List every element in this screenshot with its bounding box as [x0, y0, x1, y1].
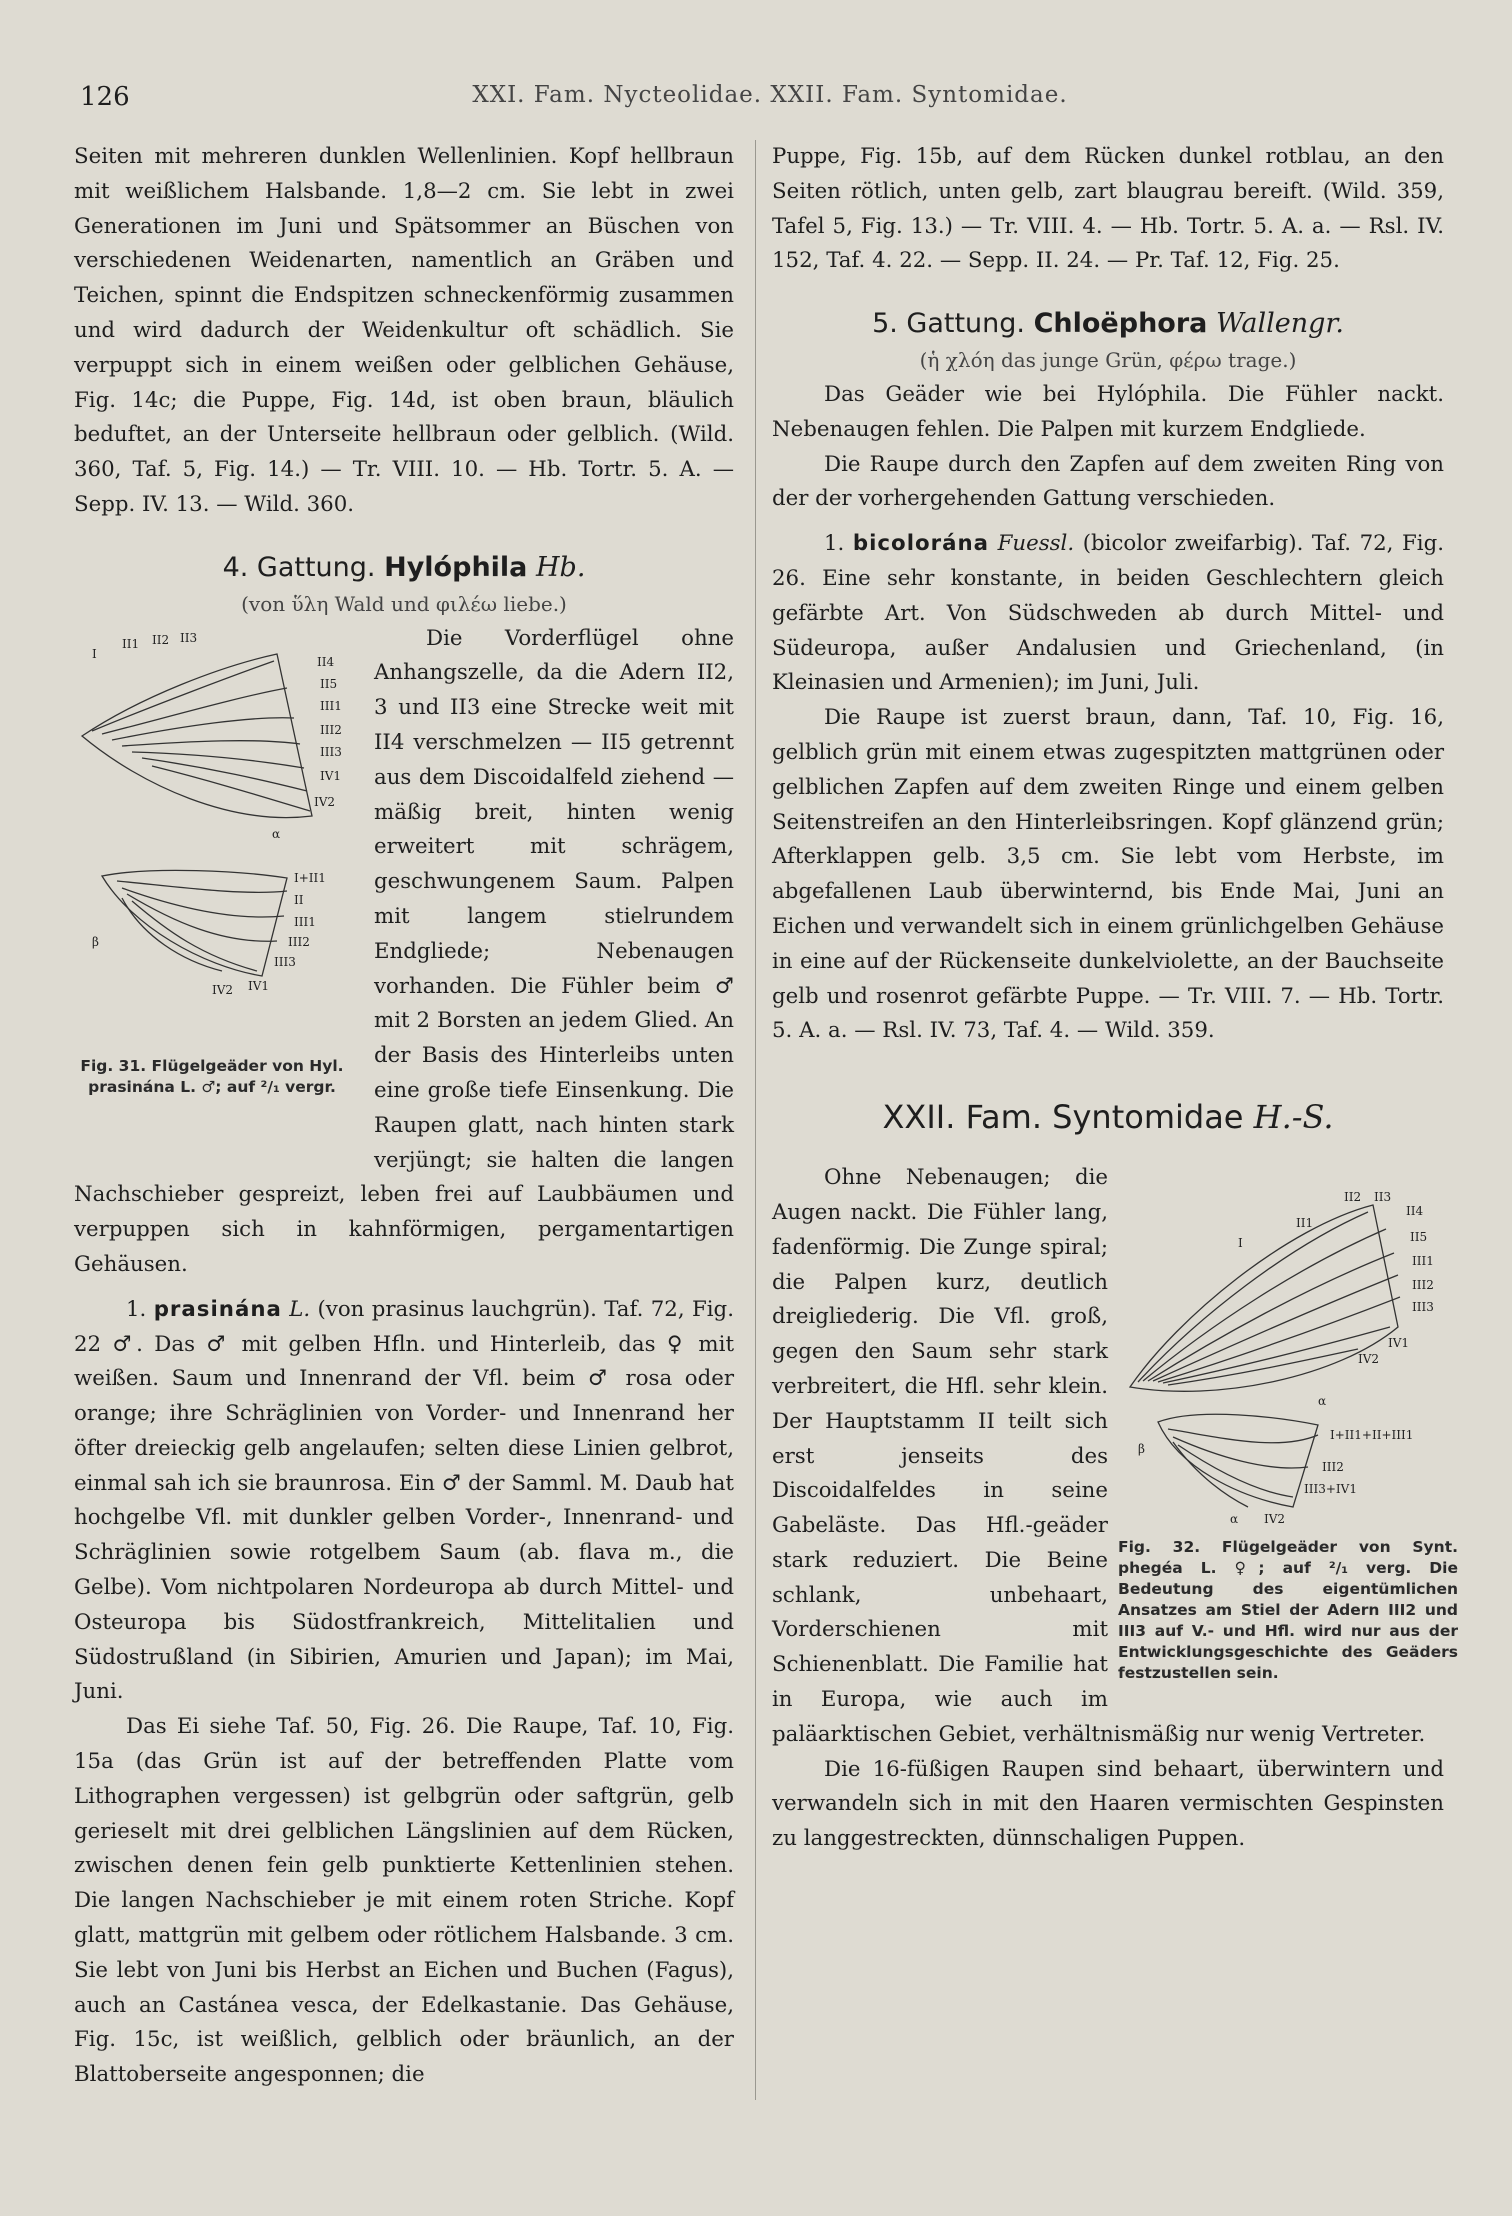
vein-label: III3 — [274, 954, 296, 969]
vein-label: IV2 — [212, 982, 234, 997]
genus-heading-hylophila — [74, 549, 734, 587]
genus-author: Wallengr. — [1215, 308, 1344, 340]
vein-label: IV2 — [314, 794, 336, 809]
vein-label: α — [1318, 1394, 1327, 1409]
vein-label: II4 — [317, 654, 335, 669]
genus-author: Hb. — [535, 551, 586, 583]
genus-name: Chloëphora — [1033, 308, 1208, 340]
paragraph-family-description: Ohne Nebenaugen; die Augen nackt. Die Fühler lang, fadenförmig. Die Zunge spiral; die Palpen kurz, deutlich dreigliederig. Die Vfl. groß, gegen den Saum sehr stark verbreitert, die Hfl. sehr klein. Der Hauptstamm II teilt sich erst jenseits des Discoidalfeldes in seine Gabeläste. Das Hfl.-geäder stark reduziert. Die Beine schlank, unbehaart, Vorderschienen mit Schienenblatt. Die Familie hat in Europa, wie auch im paläarktischen Gebiet, verhältnismäßig nur wenig Vertreter. — [772, 1165, 1426, 1747]
vein-label: II3 — [1374, 1190, 1392, 1205]
vein-label: IV1 — [1388, 1336, 1410, 1351]
right-column — [772, 140, 1458, 1857]
species-name: bicolorána — [852, 531, 990, 557]
vein-label: III2 — [1412, 1278, 1434, 1293]
wing-venation-diagram — [62, 626, 362, 1056]
figure-31 — [62, 626, 362, 1146]
vein-label: β — [92, 934, 99, 949]
figure-31-caption: Fig. 31. Flügelgeäder von Hyl. prasinána L. ♂; auf ²/₁ vergr. — [80, 1056, 344, 1096]
species-name: prasinána — [153, 1296, 282, 1322]
species-entry-bicolorana — [772, 527, 1444, 701]
vein-label: β — [1138, 1442, 1145, 1457]
vein-label: I+II1 — [294, 870, 326, 885]
species-author: L. — [289, 1296, 311, 1322]
page-header — [80, 82, 1460, 122]
figure-32 — [1118, 1167, 1458, 1707]
vein-label: IV1 — [320, 768, 342, 783]
vein-label: IV1 — [248, 978, 270, 993]
vein-label: III1 — [1412, 1254, 1434, 1269]
vein-label: II1 — [1296, 1216, 1314, 1231]
genus-heading-chloephora — [772, 305, 1444, 343]
vein-label: α — [1230, 1512, 1239, 1527]
genus-etymology: (ἡ χλόη das junge Grün, φέρω trage.) — [919, 348, 1297, 373]
paragraph-genus-description: Die Vorderflügel ohne Anhangszelle, da die Adern II2, 3 und II3 eine Strecke weit mit II4 verschmelzen — II5 getrennt aus dem Discoidalfeld ziehend — mäßig breit, hinten wenig erweitert mit schrägem, geschwungenem Saum. Palpen mit langem stielrundem Endgliede; Nebenaugen vorhanden. Die Fühler beim ♂ mit 2 Borsten an jedem Glied. An der Basis des Hinterleibs unten eine große tiefe Einsenkung. Die Raupen glatt, nach hinten stark verjüngt; sie halten die langen Nachschieber gespreizt, leben frei auf Laubbäumen und verpuppen sich in kahnförmigen, pergamentartigen Gehäusen. — [74, 625, 734, 1277]
vein-label: I — [92, 646, 97, 661]
vein-label: III1 — [320, 698, 342, 713]
paragraph-egg-larva: Das Ei siehe Taf. 50, Fig. 26. Die Raupe, Taf. 10, Fig. 15a (das Grün ist auf der betreffenden Platte vom Lithographen vergessen) ist gelbgrün oder saftgrün, gelb gerieselt mit drei gelblichen Längslinien auf dem Rücken, zwischen denen fein gelb punktierte Kettenlinien stehen. Die langen Nachschieber je mit einem roten Striche. Kopf glatt, mattgrün mit gelbem oder rötlichem Halsbande. 3 cm. Sie lebt von Juni bis Herbst an Eichen und Buchen (Fagus), auch an Castánea vesca, der Edelkastanie. Das Gehäuse, Fig. 15c, ist weißlich, gelblich oder bräunlich, an der Blattoberseite angesponnen; die — [74, 1714, 734, 2088]
vein-label: III2 — [320, 722, 342, 737]
running-title: XXI. Fam. Nycteolidae. XXII. Fam. Syntomidae. — [472, 82, 1068, 108]
vein-label: III3+IV1 — [1304, 1482, 1357, 1497]
vein-label: II3 — [180, 630, 198, 645]
left-column — [74, 140, 734, 2093]
species-author: Fuessl. — [997, 531, 1075, 557]
species-number: 1. — [824, 531, 845, 557]
vein-label: II1 — [122, 636, 140, 651]
vein-label: I+II1+II+III1 — [1330, 1428, 1414, 1443]
species-text: (bicolor zweifarbig). Taf. 72, Fig. 26. Eine sehr konstante, in beiden Geschlechtern gleich gefärbte Art. Von Südschweden ab durch Mittel- und Südeuropa, außer Andalusien und Griechenland, (in Kleinasien und Armenien); im Juni, Juli. — [772, 531, 1444, 696]
genus-number: 5. Gattung. — [872, 308, 1025, 340]
vein-label: III1 — [294, 914, 316, 929]
family-author: H.-S. — [1253, 1098, 1334, 1137]
species-number: 1. — [126, 1296, 147, 1322]
vein-label: II — [294, 892, 304, 907]
vein-label: III2 — [288, 934, 310, 949]
genus-name: Hylóphila — [384, 551, 528, 583]
vein-label: III3 — [1412, 1300, 1434, 1315]
vein-label: I — [1238, 1236, 1243, 1251]
vein-label: II5 — [320, 676, 338, 691]
family-heading-syntomidae — [772, 1095, 1444, 1139]
family-name: Syntomidae — [1052, 1098, 1244, 1137]
paragraph-family-larvae: Die 16-füßigen Raupen sind behaart, überwintern und verwandeln sich in mit den Haaren vermischten Gespinsten zu langgestreckten, dünnschaligen Puppen. — [772, 1756, 1444, 1852]
paragraph-larva: Die Raupe ist zuerst braun, dann, Taf. 10, Fig. 16, gelblich grün mit einem etwas zugespitzten mattgrünen oder gelblichen Zapfen auf dem zweiten Ringe und einem gelben Seitenstreifen an den Hinterleibsringen. Kopf glänzend grün; Afterklappen gelb. 3,5 cm. Sie lebt vom Herbste, im abgefallenen Laub überwinternd, bis Ende Mai, Juni an Eichen und verwandelt sich in einem grünlichgelben Gehäuse in eine auf der Rückenseite dunkelviolette, an der Bauchseite gelb und rosenrot gefärbte Puppe. — Tr. VIII. 7. — Hb. Tortr. 5. A. a. — Rsl. IV. 73, Taf. 4. — Wild. 359. — [772, 705, 1444, 1044]
figure-32-caption: Fig. 32. Flügelgeäder von Synt. phegéa L. ♀; auf ²/₁ verg. Die Bedeutung des eigentümlichen Ansatzes am Stiel der Adern III2 und III3 auf V.- und Hfl. wird nur aus der Entwicklungsgeschichte des Geäders festzustellen sein. — [1118, 1538, 1458, 1683]
vein-label: II2 — [1344, 1190, 1362, 1205]
column-divider — [755, 140, 756, 2100]
family-number: XXII. Fam. — [882, 1098, 1042, 1137]
vein-label: α — [272, 826, 281, 841]
paragraph-continuation: Puppe, Fig. 15b, auf dem Rücken dunkel rotblau, an den Seiten rötlich, unten gelb, zart blaugrau bereift. (Wild. 359, Tafel 5, Fig. 13.) — Tr. VIII. 4. — Hb. Tortr. 5. A. a. — Rsl. IV. 152, Taf. 4. 22. — Sepp. II. 24. — Pr. Taf. 12, Fig. 25. — [772, 144, 1444, 274]
species-entry-prasinana — [74, 1293, 734, 1711]
vein-label: III3 — [320, 744, 342, 759]
paragraph-intro: Seiten mit mehreren dunklen Wellenlinien. Kopf hellbraun mit weißlichem Halsbande. 1,8—2 cm. Sie lebt in zwei Generationen im Juni und Spätsommer an Büschen von verschiedenen Weidenarten, namentlich an Gräben und Teichen, spinnt die Endspitzen schneckenförmig zusammen und wird dadurch der Weidenkultur oft schädlich. Sie verpuppt sich in einem weißen oder gelblichen Gehäuse, Fig. 14c; die Puppe, Fig. 14d, ist oben braun, bläulich beduftet, an der Unterseite hellbraun oder gelblich. (Wild. 360, Taf. 5, Fig. 14.) — Tr. VIII. 10. — Hb. Tortr. 5. A. — Sepp. IV. 13. — Wild. 360. — [74, 144, 734, 517]
species-text: (von prasinus lauchgrün). Taf. 72, Fig. 22 ♂. Das ♂ mit gelben Hfln. und Hinterleib, das ♀ mit weißen. Saum und Innenrand der Vfl. beim ♂ rosa oder orange; ihre Schräglinien von Vorder- und Innenrand her öfter dreieckig gelb angelaufen; selten diese Linien gelbrot, einmal sah ich sie braunrosa. Ein ♂ der Samml. M. Daub hat hochgelbe Vfl. mit dunkler gelben Vorder-, Innenrand- und Schräglinien sowie rotgelbem Saum (ab. flava m., die Gelbe). Vom nichtpolaren Nordeuropa ab durch Mittel- und Osteuropa bis Südostfrankreich, Mittelitalien und Südostrußland (in Sibirien, Amurien und Japan); im Mai, Juni. — [74, 1296, 734, 1705]
vein-label: II4 — [1406, 1204, 1424, 1219]
genus-etymology: (von ὕλη Wald und φιλέω liebe.) — [241, 591, 567, 616]
vein-label: III2 — [1322, 1460, 1344, 1475]
page-number: 126 — [80, 82, 130, 112]
paragraph-genus-larva: Die Raupe durch den Zapfen auf dem zweiten Ring von der der vorhergehenden Gattung verschieden. — [772, 451, 1444, 512]
vein-label: II2 — [152, 632, 170, 647]
vein-label: IV2 — [1358, 1352, 1380, 1367]
vein-label: II5 — [1410, 1230, 1428, 1245]
wing-venation-diagram — [1118, 1167, 1458, 1537]
vein-label: IV2 — [1264, 1512, 1286, 1527]
genus-number: 4. Gattung. — [222, 551, 376, 583]
paragraph-genus-description: Das Geäder wie bei Hylóphila. Die Fühler nackt. Nebenaugen fehlen. Die Palpen mit kurzem Endgliede. — [772, 381, 1444, 442]
